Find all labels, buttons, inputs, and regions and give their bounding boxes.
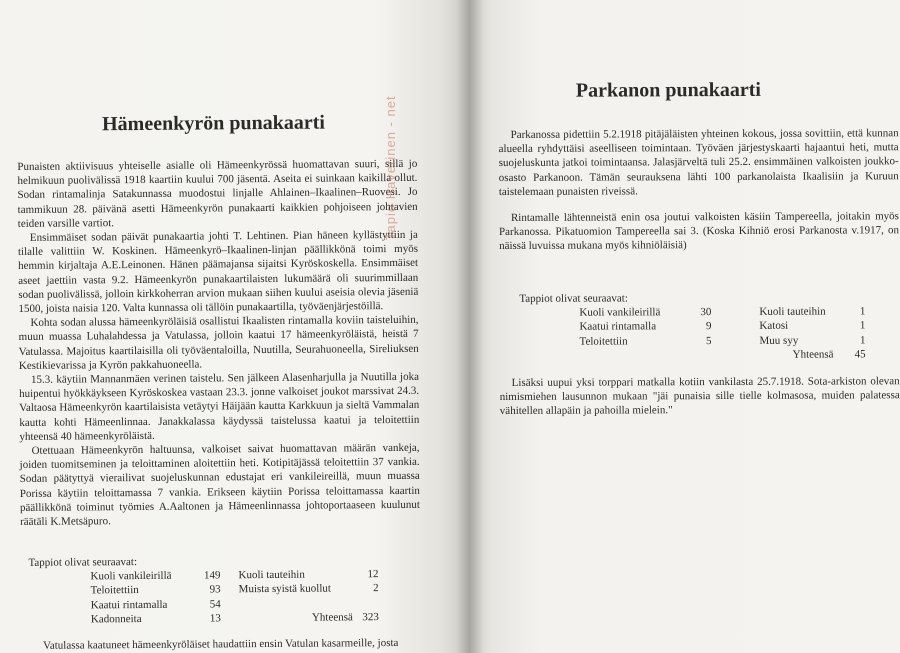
loss-label: Teloitettiin — [90, 584, 139, 597]
total-value: 45 — [854, 348, 866, 361]
table-row — [519, 319, 865, 335]
loss-label: Kuoli vankileirillä — [90, 569, 172, 583]
left-losses-table — [28, 553, 409, 627]
loss-value: 1 — [859, 319, 866, 332]
right-losses-table — [519, 290, 900, 363]
loss-value: 149 — [203, 569, 221, 582]
loss-value: 93 — [209, 583, 221, 596]
right-page-body — [499, 126, 900, 253]
loss-label: Kuoli tauteihin — [759, 305, 826, 319]
table-row — [29, 582, 379, 599]
table-row — [519, 305, 865, 321]
right-page-closing-text — [500, 374, 900, 418]
loss-label: Kaatui rintamalla — [90, 598, 168, 611]
losses-heading: Tappiot olivat seuraavat: — [519, 292, 628, 305]
loss-value: 30 — [700, 306, 712, 319]
loss-label: Kaatui rintamalla — [579, 320, 657, 334]
paragraph: Otettuaan Hämeenkyrön haltuunsa, valkoiset saivat huomattavan määrän vankeja, joiden tuomitseminen ja teloittaminen aloitettiin heti. Kotipitäjässä teloitettiin 37 vankia. Sodan päätyttyä vierailivat suojeluskunnan edustajat eri vankileireillä, muun muassa Porissa käytiin teloittamassa 7 vankia. Erikseen käytiin Porissa teloittamassa kaartin päällikkönä toiminut työmies A.Aaltonen ja Hämeenlinnassa johtoportaaseen kuulunut räätäli K.Metsäpuro. — [19, 441, 421, 529]
paragraph: Parkanossa pidettiin 5.2.1918 pitäjäläisten yhteinen kokous, jossa sovittiin, että kunnan alueella ryhdyttäisi aseelliseen toimintaan. Työväen järjestyskaarti hajaantui heti, mutta suojeluskunta jatkoi toimintaansa. Jalasjärveltä tuli 25.2. ensimmäinen valkoisten joukko-osasto Parkanoon. Tämän seurauksena lähti 100 parkanolaista Ikaalisiin ja Kuruun taistelemaan punaisten riveissä. — [498, 127, 899, 198]
book-gutter — [456, 0, 484, 653]
left-page-continuation: Vatulassa kaatuneet hämeenkyröläiset haudattiin ensin Vatulan kasarmeille, josta — [43, 636, 399, 652]
watermark: Tapio Haverinen - net — [383, 95, 398, 240]
total-label: Yhteensä — [311, 611, 353, 624]
paragraph: 15.3. käytiin Mannanmäen verinen taistelu. Sen jälkeen Alasenharjulla ja Nuutilla joka huipentui hyökkäykseen Kyröskoskea vastaan 23.3. jonne valkoiset joukot marssivat 24.3. Valtaosa Hämeenkyrön kaartilaisista vetäytyi Häijään kautta Karkkuun ja sieltä Vammalan kautta kohti Hämeenlinnaa. Janakkalassa käydyssä taistelussa kaatui ja teloitettiin yhteensä 40 hämeenkyröläistä. — [19, 370, 420, 443]
paragraph: Rintamalle lähtenneistä enin osa joutui valkoisten käsiin Tampereella, joitakin myös Parkanossa. Pikatuomion Tampereella sai 3. (Koska Kihniö erosi Parkanosta v.1917, on näissä luvuissa mukana myös kihniöläisiä) — [498, 210, 900, 253]
loss-value: 9 — [705, 320, 712, 333]
loss-label: Kuoli vankileirillä — [579, 306, 661, 319]
table-row — [519, 333, 865, 349]
paragraph: Lisäksi uupui yksi torppari matkalla kotiin vankilasta 25.7.1918. Sota-arkiston olevan nimismiehen lausunnon mukaan "jäi punaisia sille tielle kolmasosa, muiden palatessa vähitellen allapäin ja pahoilla mielein." — [499, 375, 900, 418]
paragraph: Punaisten aktiivisuus yhteiselle asialle oli Hämeenkyrössä huomattavan suuri, sillä jo helmikuun puolivälissä 1918 kaartiin kuului 700 jäsentä. Aseita ei suinkaan kaikilla ollut. Sodan rintamalinja Satakunnassa muodostui linjalle Ahlainen–Ikaalinen–Ruovesi. Jo tammikuun 28. päivänä asetti Hämeenkyrön punakaarti kaikkien pohjoiseen johtavien teiden varsille vartiot. — [17, 157, 418, 230]
left-page-title: Hämeenkyrön punakaarti — [101, 111, 325, 136]
paragraph: Kohta sodan alussa hämeenkyröläisiä osallistui Ikaalisten rintamalla koviin taisteluihin, muun muassa Luhalahdessa ja Vatulassa, jolloin kaatui 17 hämeenkyröläistä, heistä 7 Vatulassa. Majoitus kaartilaisilla oli työväentaloilla, Nuutilla, Seurahuoneella, Sireliuksen Kestikievarissa ja Kyrön pakkahuoneella. — [18, 314, 419, 372]
right-page-title: Parkanon punakaarti — [575, 78, 761, 102]
loss-value: 1 — [859, 305, 866, 318]
loss-value: 1 — [859, 334, 866, 347]
loss-label: Muista syistä kuollut — [238, 582, 331, 596]
loss-value: 12 — [367, 568, 379, 581]
loss-label: Kadonneita — [90, 612, 142, 626]
loss-label: Katosi — [759, 320, 789, 333]
loss-value: 13 — [209, 612, 221, 625]
loss-value: 2 — [373, 582, 379, 595]
paragraph: Ensimmäiset sodan päivät punakaartia johti T. Lehtinen. Pian häneen kyllästyttiin ja tilalle valittiin W. Koskinen. Hämeenkyrö–Ikaalinen-linjan päällikkönä toimi myös hemmin kirjaltaja A.E.Leinonen. Hänen päämajansa sijaitsi Kyröskoskella. Ensimmäiset aseet jaettiin vasta 9.2. Hämeenkyrön punakaartilaisten lukumäärä oli suurimmillaan sodan puolivälissä, jolloin kirkkoherran arvion mukaan siihen kuului aseisia olevia jäseniä 1500, joista naisia 120. Valta kunnassa oli tällöin punakaartilla, työväenjärjestöillä. — [17, 228, 419, 315]
loss-label: Teloitettiin — [579, 335, 628, 348]
loss-value: 54 — [209, 597, 221, 611]
loss-value: 5 — [705, 334, 712, 347]
total-label: Yhteensä — [792, 348, 834, 361]
table-row — [29, 610, 379, 627]
loss-label: Muu syy — [759, 334, 799, 347]
losses-grid — [519, 305, 865, 363]
total-value: 323 — [362, 610, 379, 624]
losses-grid — [28, 567, 378, 627]
losses-heading: Tappiot olivat seuraavat: — [28, 556, 138, 569]
table-row — [520, 347, 866, 363]
loss-label: Kuoli tauteihin — [238, 568, 305, 582]
right-page — [470, 0, 900, 653]
left-page-body — [17, 157, 420, 529]
